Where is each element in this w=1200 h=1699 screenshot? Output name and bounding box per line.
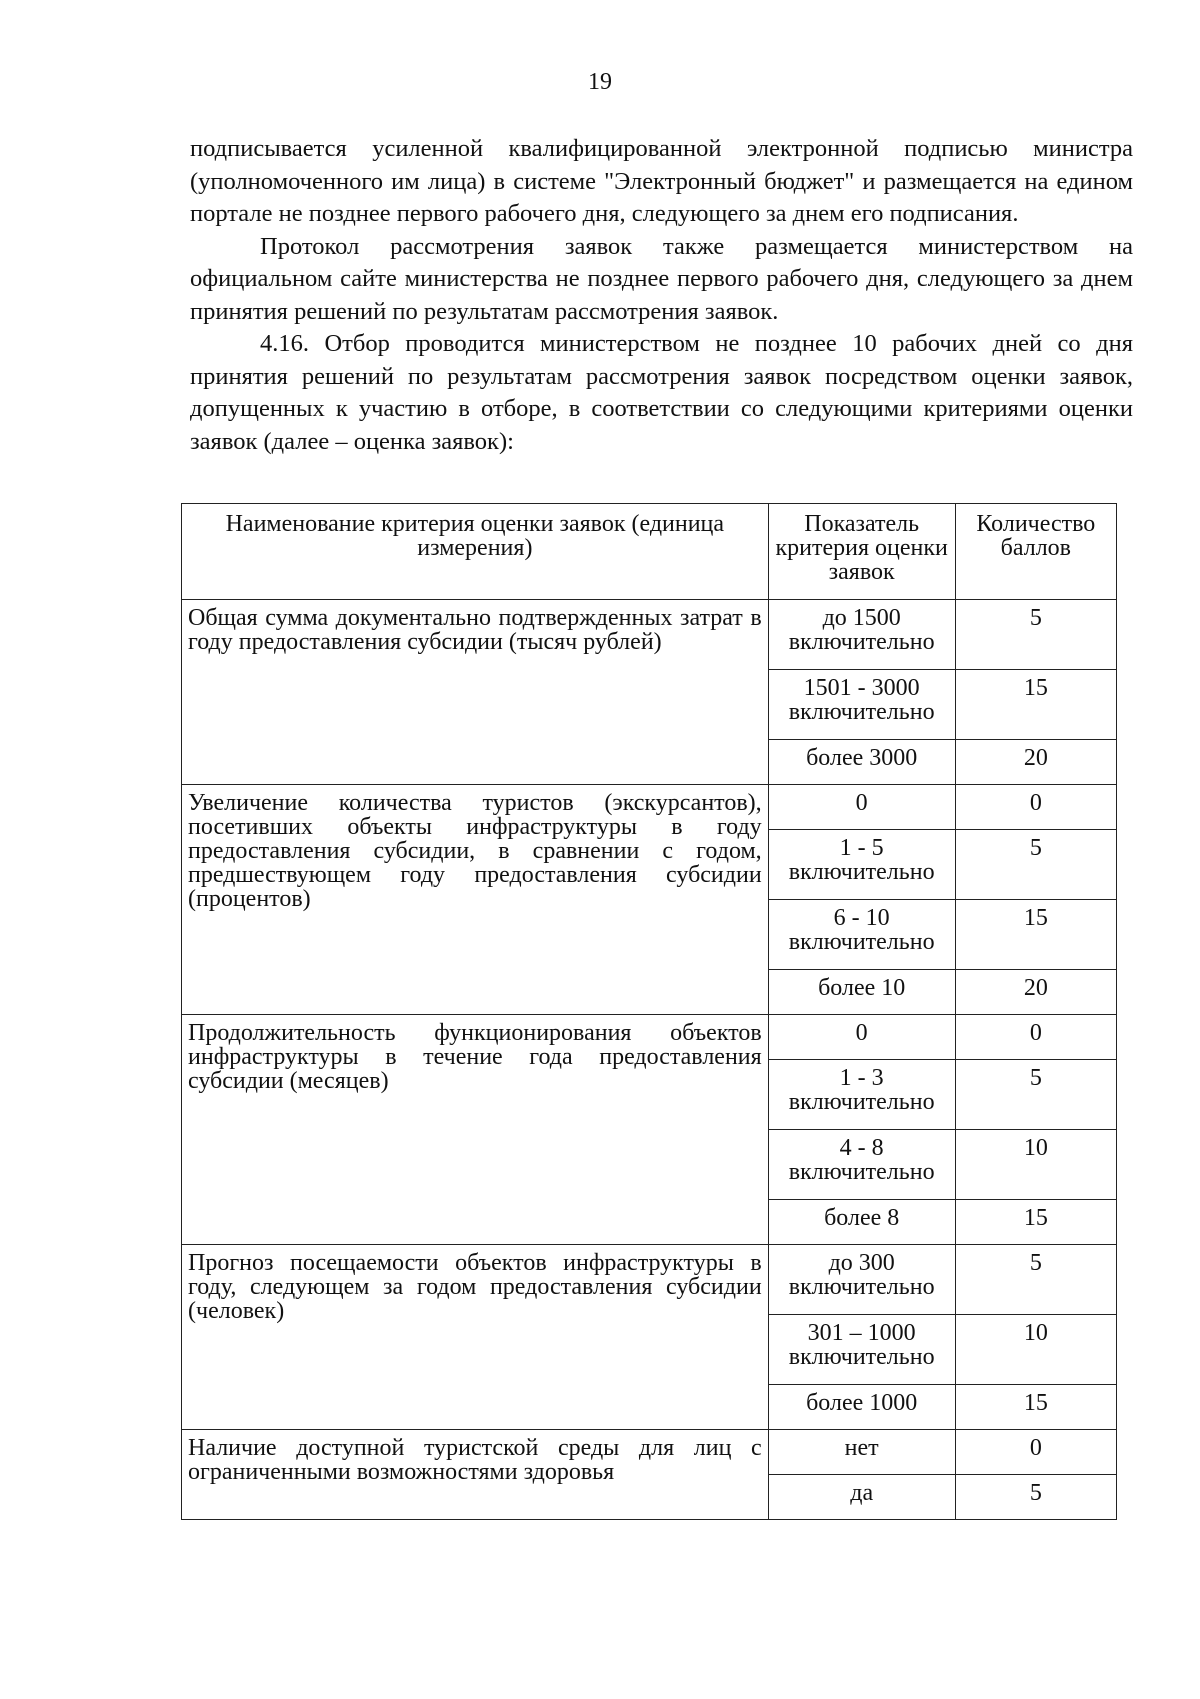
criterion-indicator: до 1500 включительно	[768, 600, 955, 670]
table-row	[182, 600, 1117, 670]
criterion-indicator: 0	[768, 1015, 955, 1060]
criterion-indicator: нет	[768, 1430, 955, 1475]
criterion-points: 5	[955, 600, 1116, 670]
table-row	[182, 1015, 1117, 1060]
criterion-points: 5	[955, 830, 1116, 900]
body-text	[190, 133, 1133, 458]
page-number: 19	[588, 69, 612, 95]
criterion-indicator: более 1000	[768, 1385, 955, 1430]
criterion-indicator: более 8	[768, 1200, 955, 1245]
criterion-name: Увеличение количества туристов (экскурсантов), посетивших объекты инфраструктуры в году предоставления субсидии, в сравнении с годом, предшествующем году предоставления субсидии (процентов)	[182, 785, 769, 1015]
criterion-points: 0	[955, 1015, 1116, 1060]
criterion-name: Продолжительность функционирования объектов инфраструктуры в течение года предоставления субсидии (месяцев)	[182, 1015, 769, 1245]
criterion-name: Общая сумма документально подтвержденных затрат в году предоставления субсидии (тысяч рублей)	[182, 600, 769, 785]
criterion-points: 5	[955, 1475, 1116, 1520]
criteria-table	[181, 503, 1117, 1520]
table-row	[182, 785, 1117, 830]
criterion-points: 15	[955, 670, 1116, 740]
criterion-name: Наличие доступной туристской среды для лиц с ограниченными возможностями здоровья	[182, 1430, 769, 1520]
criterion-points: 5	[955, 1060, 1116, 1130]
criterion-indicator: более 10	[768, 970, 955, 1015]
header-indicator: Показатель критерия оценки заявок	[768, 504, 955, 600]
criterion-indicator: 301 – 1000 включительно	[768, 1315, 955, 1385]
criterion-indicator: 1 - 3 включительно	[768, 1060, 955, 1130]
criterion-indicator: 1 - 5 включительно	[768, 830, 955, 900]
criterion-points: 15	[955, 1200, 1116, 1245]
table-row	[182, 1245, 1117, 1315]
criterion-indicator: 6 - 10 включительно	[768, 900, 955, 970]
criterion-points: 0	[955, 1430, 1116, 1475]
criteria-table-body	[182, 600, 1117, 1520]
header-points: Количество баллов	[955, 504, 1116, 600]
criterion-indicator: 0	[768, 785, 955, 830]
criterion-points: 15	[955, 900, 1116, 970]
criterion-indicator: 1501 - 3000 включительно	[768, 670, 955, 740]
criterion-indicator: 4 - 8 включительно	[768, 1130, 955, 1200]
table-row	[182, 1430, 1117, 1475]
header-criterion-name: Наименование критерия оценки заявок (единица измерения)	[182, 504, 769, 600]
criterion-points: 5	[955, 1245, 1116, 1315]
criterion-points: 20	[955, 970, 1116, 1015]
criterion-points: 0	[955, 785, 1116, 830]
table-header-row	[182, 504, 1117, 600]
criterion-indicator: да	[768, 1475, 955, 1520]
criterion-points: 20	[955, 740, 1116, 785]
criterion-points: 15	[955, 1385, 1116, 1430]
criterion-points: 10	[955, 1130, 1116, 1200]
criterion-points: 10	[955, 1315, 1116, 1385]
criterion-name: Прогноз посещаемости объектов инфраструктуры в году, следующем за годом предоставления субсидии (человек)	[182, 1245, 769, 1430]
criterion-indicator: до 300 включительно	[768, 1245, 955, 1315]
paragraph: Протокол рассмотрения заявок также размещается министерством на официальном сайте министерства не позднее первого рабочего дня, следующего за днем принятия решений по результатам рассмотрения заявок.	[190, 232, 1133, 325]
paragraph: подписывается усиленной квалифицированной электронной подписью министра (уполномоченного им лица) в системе "Электронный бюджет" и размещается на едином портале не позднее первого рабочего дня, следующего за днем его подписания.	[190, 135, 1133, 227]
criterion-indicator: более 3000	[768, 740, 955, 785]
paragraph: 4.16. Отбор проводится министерством не позднее 10 рабочих дней со дня принятия решений по результатам рассмотрения заявок посредством оценки заявок, допущенных к участию в отборе, в соответствии со следующими критериями оценки заявок (далее – оценка заявок):	[190, 330, 1133, 455]
